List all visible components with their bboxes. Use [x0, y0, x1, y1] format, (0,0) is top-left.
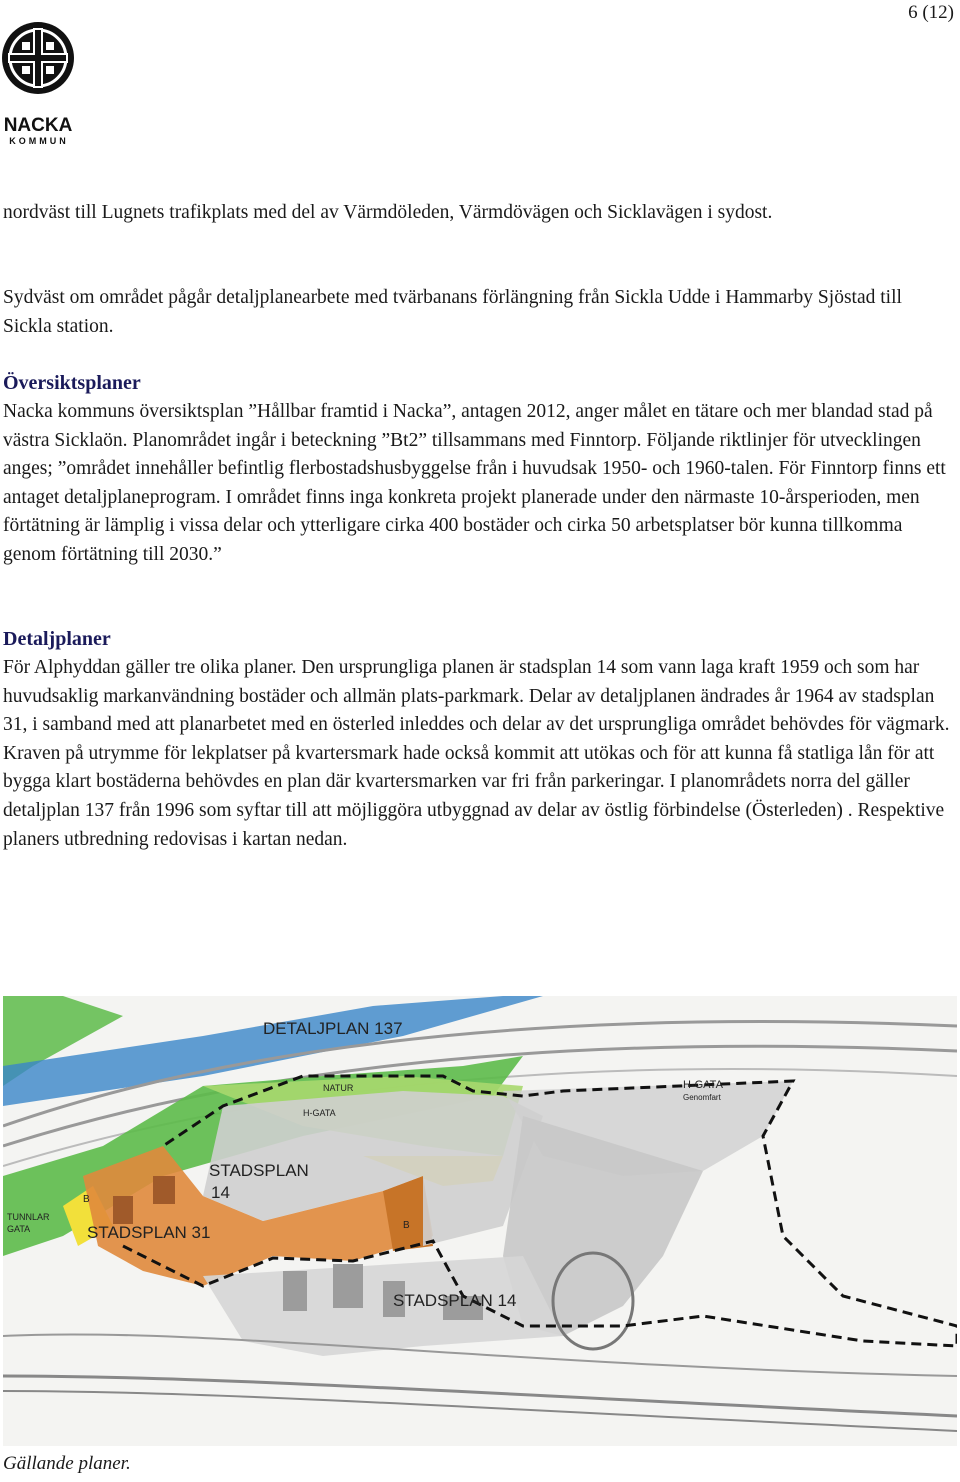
label-stadsplan-14-bottom: STADSPLAN 14	[393, 1291, 517, 1310]
nacka-emblem-icon	[0, 20, 76, 96]
label-tunnlar: TUNNLAR	[7, 1212, 50, 1222]
label-stadsplan-14-num: 14	[211, 1183, 230, 1202]
paragraph-3: Nacka kommuns översiktsplan ”Hållbar framtid i Nacka”, antagen 2012, anger målet en tätare och mer blandad stad på västra Sicklaön. Planområdet ingår i beteckning ”Bt2” tillsammans med Finntorp. Följande riktlinjer för utvecklingen anges; ”området innehåller befintlig flerbostadshusbyggelse från i huvudsak 1950- och 1960-talen. För Finntorp finns ett antaget detaljplaneprogram. I området finns inga konkreta projekt planerade under den närmaste 10-årsperioden, men förtätning är lämplig i vissa delar och ytterligare cirka 400 bostäder och cirka 50 arbetsplatser bör kunna tillkomma genom förtätning till 2030.”	[3, 401, 946, 565]
label-b-1: B	[83, 1194, 90, 1205]
label-genomfart-top: Genomfart	[683, 1093, 721, 1102]
label-natur: NATUR	[323, 1083, 354, 1093]
heading-detaljplaner: Detaljplaner	[3, 628, 111, 650]
paragraph-2: Sydväst om området pågår detaljplanearbete med tvärbanans förlängning från Sickla Udde i Hammarby Sjöstad till Sickla station.	[3, 287, 902, 337]
heading-oversiktsplaner: Översiktsplaner	[3, 372, 141, 394]
label-gata: GATA	[7, 1224, 31, 1234]
nacka-logo	[0, 20, 76, 146]
label-stadsplan-31: STADSPLAN 31	[87, 1223, 211, 1242]
logo-subtitle: KOMMUN	[9, 136, 69, 146]
label-hgata-top: H-GATA	[683, 1079, 723, 1091]
page-number: 6 (12)	[908, 2, 954, 23]
label-stadsplan-14-top: STADSPLAN	[209, 1161, 309, 1180]
plan-map-graphic	[3, 996, 957, 1446]
label-detaljplan-137: DETALJPLAN 137	[263, 1019, 403, 1038]
paragraph-4: För Alphyddan gäller tre olika planer. Den ursprungliga planen är stadsplan 14 som vann laga kraft 1959 och som har huvudsaklig markanvändning bostäder och allmän plats-parkmark. Delar av detaljplanen ändrades år 1964 av stadsplan 31, i samband med att planarbetet med en österled inleddes och delar av det ursprungliga området behövdes för vägmark. Kraven på utrymme för lekplatser på kvartersmark hade också kommit att utökas och för att kunna få statliga lån för att bygga klart bostäderna behövdes en plan där kvartersmarken var fri från parkeringar. I planområdets norra del gäller detaljplan 137 från 1996 som syftar till att möjliggöra utbyggnad av delar av östlig förbindelse (Österleden) . Respektive planers utbredning redovisas i kartan nedan.	[3, 657, 950, 850]
label-hgata-mid: H-GATA	[303, 1108, 336, 1118]
map-caption: Gällande planer.	[3, 1453, 131, 1474]
label-b-2: B	[403, 1220, 410, 1231]
paragraph-1: nordväst till Lugnets trafikplats med del av Värmdöleden, Värmdövägen och Sicklavägen i sydost.	[3, 202, 773, 223]
plan-map	[3, 996, 957, 1446]
logo-name: NACKA	[3, 115, 73, 136]
